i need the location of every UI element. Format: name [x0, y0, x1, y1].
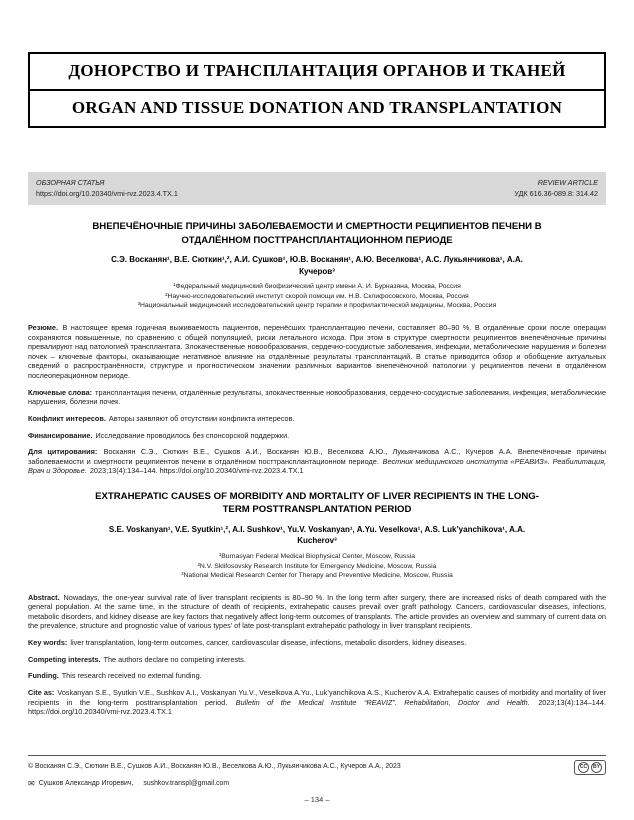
cc-by-circle-icon: BY: [591, 762, 602, 773]
abstract-label-ru: Резюме.: [28, 322, 58, 332]
citation-text-ru-2: 2023;13(4):134–144. https://doi.org/10.20340/vmi-rvz.2023.4.TX.1: [89, 466, 304, 476]
keywords-text-en: liver transplantation, long-term outcomes, cancer, cardiovascular disease, infections, metabolic disorders, kidney diseases.: [70, 638, 467, 648]
abstract-text-en: Nowadays, the one-year survival rate of liver transplant recipients is 80–90 %. In the long term after surgery, there are increased risks of death compared with the general population. At the same time, in the structure of death of recipients, extrahepatic causes prevail over graft pathology. Cancers, cardiovascular diseases, infections, metabolic disorders, and kidney disease are key factors that negatively affect long-term outcomes of transplants. The article provides an overview and summary of current data on the prevalence, structure and prognostic value of various types’ of late post-transplant extrahepatic pathology in liver transplant recipients.: [28, 592, 606, 631]
cc-circle-icon: CC: [578, 762, 589, 773]
meta-bar: [28, 172, 606, 205]
keywords-en: [28, 638, 606, 648]
keywords-text-ru: трансплантация печени, отдалённые результаты, злокачественные новообразования, сердечно-сосудистые заболевания, инфекция, метаболические нарушения, болезни почек.: [28, 387, 606, 407]
article-type-en: REVIEW ARTICLE: [537, 178, 598, 187]
conflict-label-ru: Конфликт интересов.: [28, 413, 106, 423]
affiliation-en-1: ¹Burnasyan Federal Medical Biophysical Center, Moscow, Russia: [218, 553, 416, 561]
funding-ru: [28, 431, 606, 441]
citation-text-ru-1: Восканян С.Э., Сюткин В.Е., Сушков А.И., Восканян Ю.В., Веселкова А.Ю., Лукьянчикова А.С., Кучеров А.А. Внепечёночные причины заболеваемости и смертности реципиентов печени в отдалённом посттрансплантационном периоде.: [28, 447, 606, 466]
affiliation-ru-2: ²Научно-исследовательский институт скорой помощи им. Н.В. Склифосовского, Москва, Россия: [165, 292, 469, 300]
citation-ru: [28, 447, 606, 476]
page-number: – 134 –: [304, 795, 330, 804]
envelope-icon: ✉: [28, 778, 35, 788]
affiliations-en: [28, 552, 606, 581]
citation-en: [28, 688, 606, 717]
authors-ru: С.Э. Восканян¹, В.Е. Сюткин¹,², А.И. Сушков¹, Ю.В. Восканян¹, А.Ю. Веселкова¹, А.С. Лукьянчикова¹, А.А. Кучеров³: [111, 255, 523, 276]
citation-text-en-2: 2023;13(4):134–144. https://doi.org/10.20340/vmi-rvz.2023.4.TX.1: [28, 697, 606, 717]
abstract-ru: [28, 323, 606, 381]
abstract-en: [28, 593, 606, 632]
funding-label-en: Funding.: [28, 671, 59, 681]
citation-label-en: Cite as:: [28, 687, 55, 697]
affiliation-en-2: ²N.V. Sklifosovsky Research Institute for Emergency Medicine, Moscow, Russia: [197, 562, 437, 570]
funding-text-ru: Исследование проводилось без спонсорской поддержки.: [95, 430, 290, 440]
affiliation-en-3: ³National Medical Research Center for Therapy and Preventive Medicine, Moscow, Russia: [181, 572, 453, 580]
page-footer: [28, 755, 606, 804]
affiliation-ru-3: ³Национальный медицинский исследовательский центр терапии и профилактической медицины, Москва, Россия: [137, 302, 497, 310]
funding-text-en: This research received no external funding.: [61, 671, 202, 681]
contact-name: Сушков Александр Игоревич,: [38, 779, 134, 787]
udk-number: УДК 616.36-089.8: 314.42: [514, 189, 598, 199]
keywords-label-ru: Ключевые слова:: [28, 387, 93, 397]
contact-line: [28, 778, 606, 789]
citation-journal-en: Bulletin of the Medical Institute “REAVIZ”. Rehabilitation, Doctor and Health.: [235, 697, 530, 707]
citation-label-ru: Для цитирования:: [28, 447, 98, 457]
article-title-en: EXTRAHEPATIC CAUSES OF MORBIDITY AND MORTALITY OF LIVER RECIPIENTS IN THE LONG-TERM POSTTRANSPLANTATION PERIOD: [95, 491, 539, 516]
journal-title-ru: ДОНОРСТВО И ТРАНСПЛАНТАЦИЯ ОРГАНОВ И ТКАНЕЙ: [68, 61, 566, 80]
meta-left: [36, 177, 178, 199]
article-title-ru: ВНЕПЕЧЁНОЧНЫЕ ПРИЧИНЫ ЗАБОЛЕВАЕМОСТИ И СМЕРТНОСТИ РЕЦИПИЕНТОВ ПЕЧЕНИ В ОТДАЛЁННОМ ПОСТТРАНСПЛАНТАЦИОННОМ ПЕРИОДЕ: [92, 221, 542, 246]
conflict-label-en: Competing interests.: [28, 654, 101, 664]
abstract-text-ru: В настоящее время годичная выживаемость пациентов, перенёсших трансплантацию печени, составляет 80–90 %. В отдалённые сроки после операции сохраняются повышенные, по сравнению с общей популяцией, риски летального исхода. При этом в структуре смертности реципиентов внепечёночные причины превалируют над патологией трансплантата. Злокачественные новообразования, сердечно-сосудистые заболевания, инфекции, метаболические нарушения и болезни почек – ключевые факторы, оказывающие негативное влияние на отдалённые результаты трансплантаций. В статье приводится обзор и обобщение актуальных сведений о распространённости, структуре и прогностическом значении различных вариантов внепечёночной патологии у реципиентов печени в отдалённом послеоперационном периоде.: [28, 322, 606, 381]
affiliation-ru-1: ¹Федеральный медицинский биофизический центр имени А. И. Бурназяна, Москва, Россия: [173, 283, 461, 291]
citation-journal-ru: Вестник медицинского института «РЕАВИЗ». Реабилитация, Врач и Здоровье.: [28, 456, 606, 476]
copyright-line: [28, 760, 606, 775]
funding-label-ru: Финансирование.: [28, 430, 93, 440]
cc-license-icon: [574, 760, 606, 775]
abstract-label-en: Abstract.: [28, 592, 60, 602]
keywords-label-en: Key words:: [28, 638, 68, 648]
footer-divider: [28, 755, 606, 756]
conflict-en: [28, 655, 606, 665]
meta-right: [514, 177, 598, 199]
conflict-text-en: The authors declare no competing interests.: [103, 654, 246, 664]
funding-en: [28, 671, 606, 681]
journal-header: [28, 52, 606, 128]
article-type-ru: ОБЗОРНАЯ СТАТЬЯ: [36, 178, 105, 187]
journal-title-en: ORGAN AND TISSUE DONATION AND TRANSPLANTATION: [30, 89, 604, 126]
conflict-ru: [28, 414, 606, 424]
citation-text-en-1: Voskanyan S.E., Syutkin V.E., Sushkov A.I., Voskanyan Yu.V., Veselkova A.Yu., Luk’yanchikova A.S., Kucherov A.A. Extrahepatic causes of morbidity and mortality of liver recipients in the long-term posttransplantation period.: [28, 687, 606, 707]
keywords-ru: [28, 388, 606, 407]
contact-email-link[interactable]: sushkov.transpl@gmail.com: [143, 779, 230, 787]
copyright-text: © Восканян С.Э., Сюткин В.Е., Сушков А.И., Восканян Ю.В., Веселкова А.Ю., Лукьянчикова А.С., Кучеров А.А., 2023: [28, 763, 401, 771]
authors-en: S.E. Voskanyan¹, V.E. Syutkin¹,², A.I. Sushkov¹, Yu.V. Voskanyan¹, A.Yu. Veselkova¹, A.S. Luk’yanchikova¹, A.A. Kucherov³: [108, 524, 526, 546]
affiliations-ru: [28, 282, 606, 311]
conflict-text-ru: Авторы заявляют об отсутствии конфликта интересов.: [108, 413, 295, 423]
doi-link[interactable]: https://doi.org/10.20340/vmi-rvz.2023.4.TX.1: [36, 189, 178, 199]
